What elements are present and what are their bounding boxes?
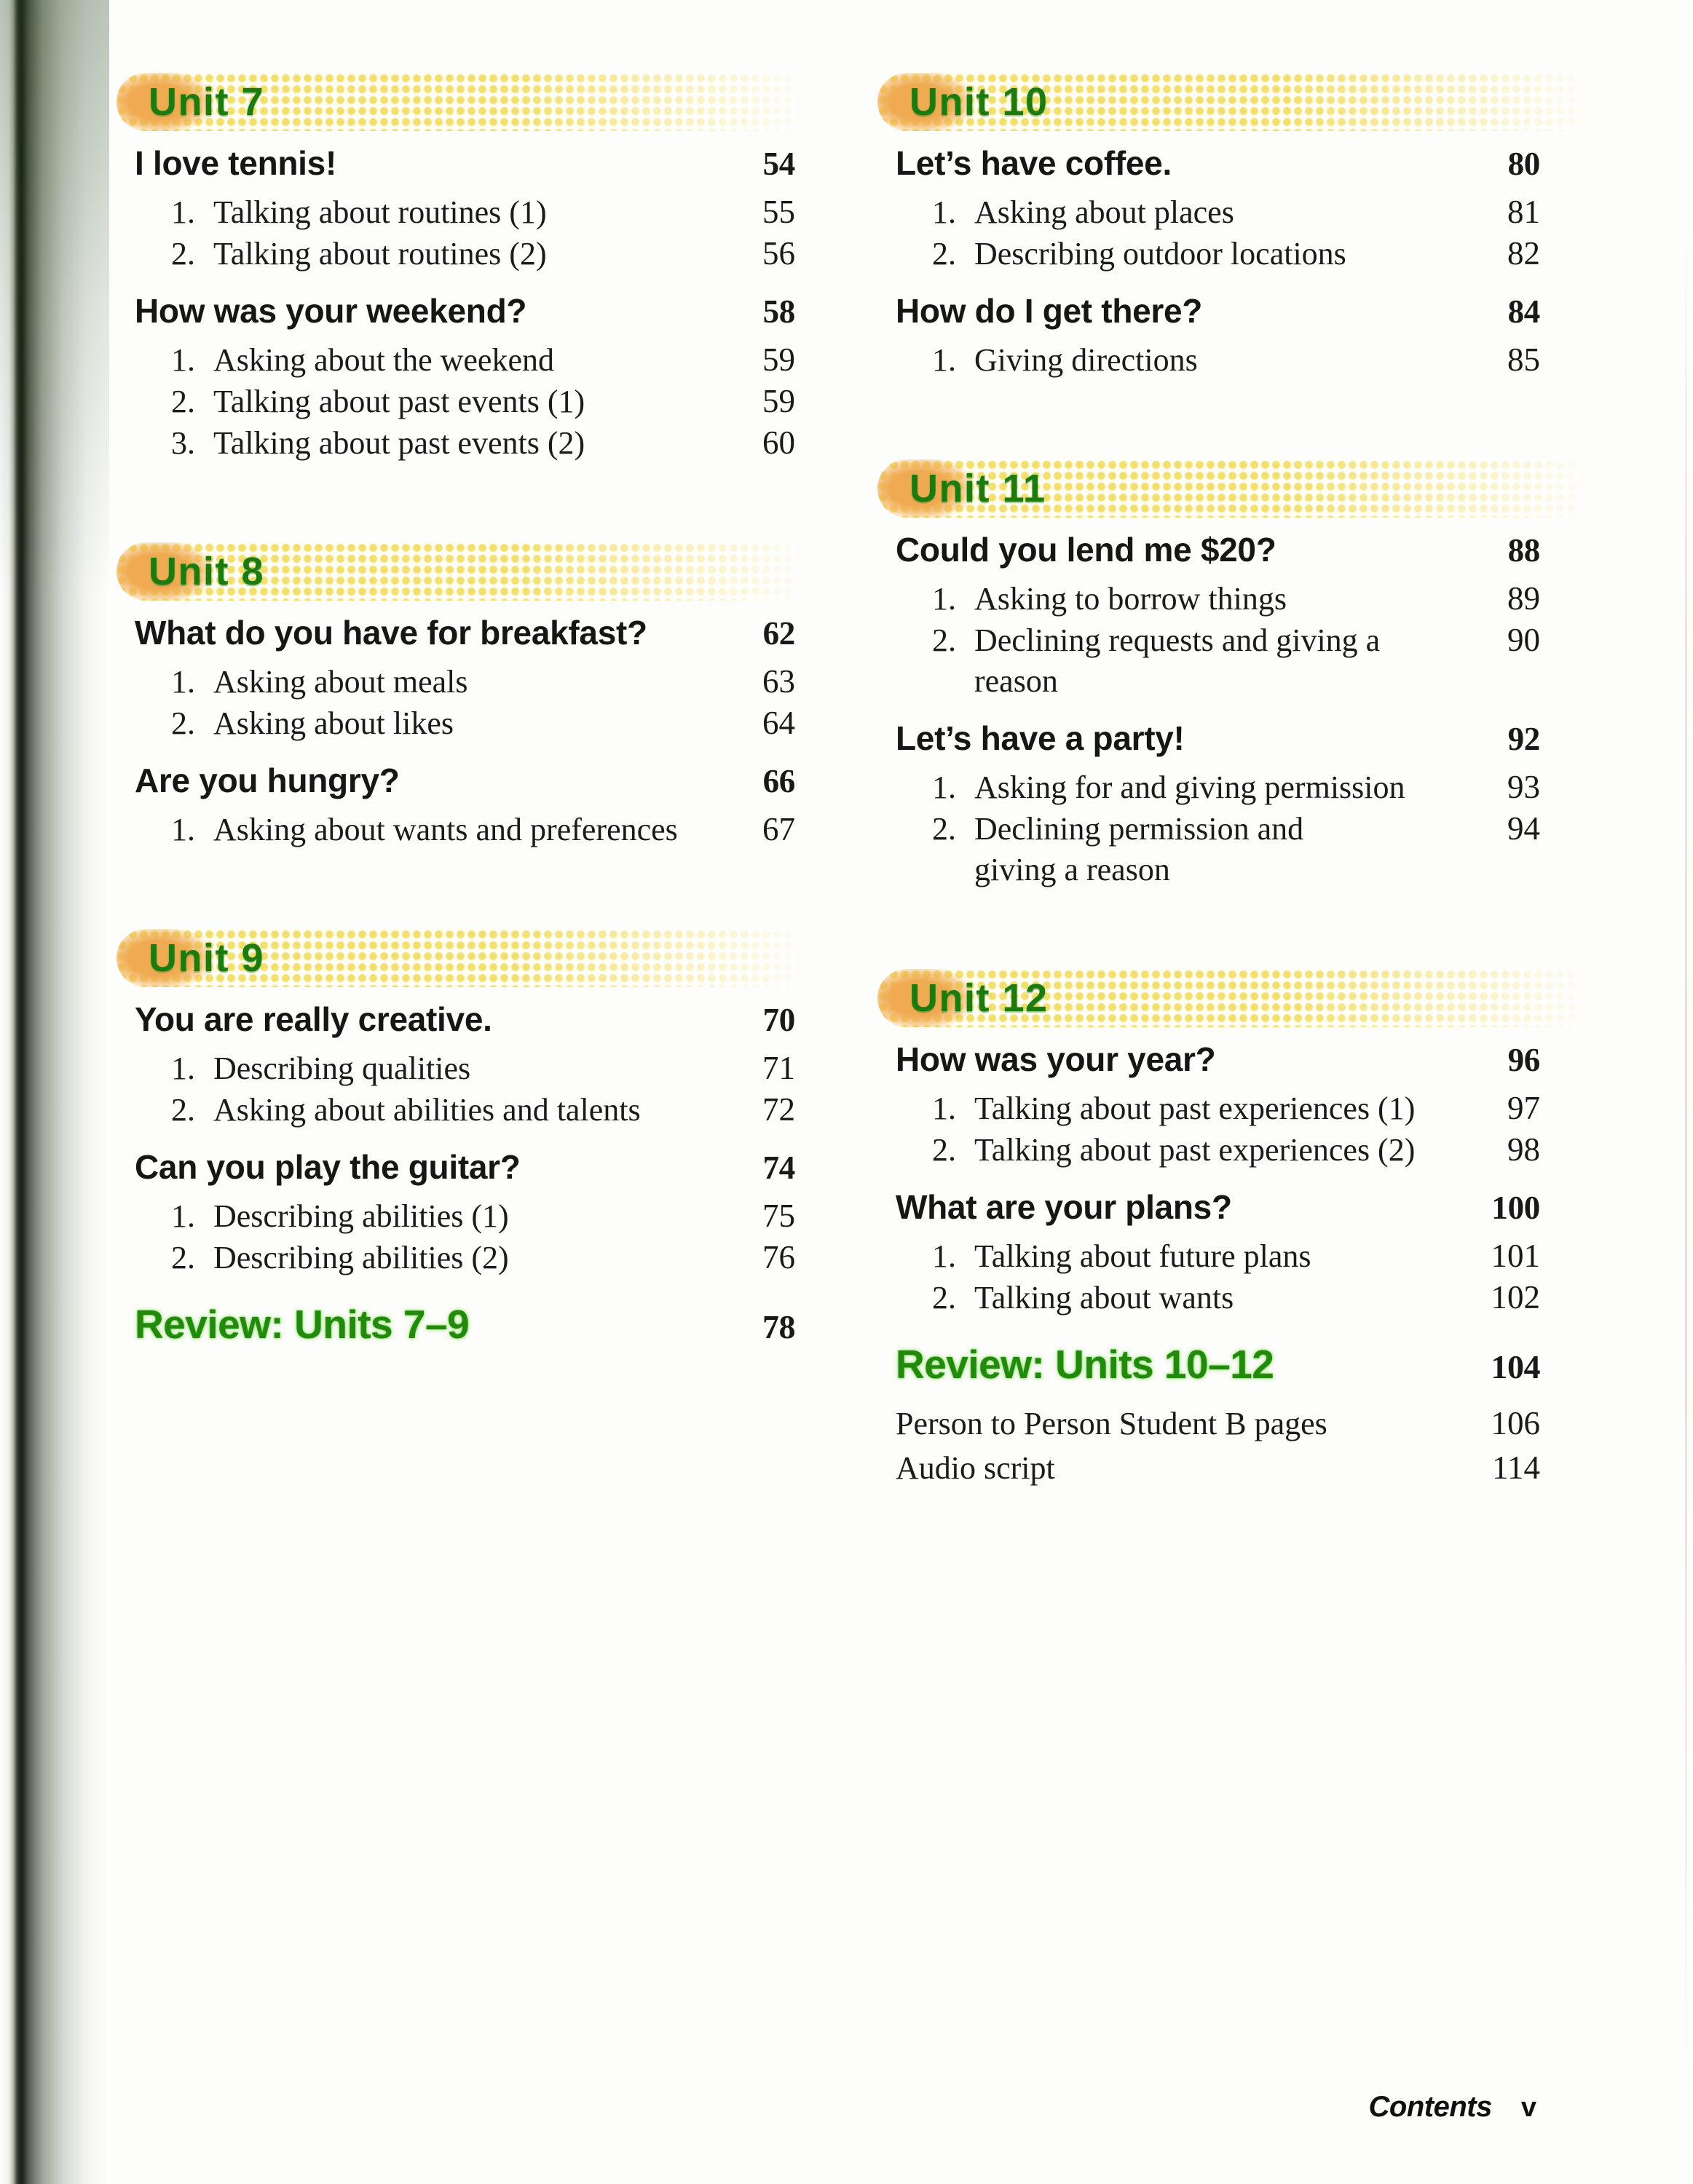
page-number: 102 xyxy=(1491,1279,1540,1315)
toc-lesson-row xyxy=(117,759,808,803)
page-number: 88 xyxy=(1507,532,1540,569)
unit-banner xyxy=(877,969,1591,1027)
entry-title: Review: Units 7–9 xyxy=(135,1302,470,1347)
item-number: 2. xyxy=(171,236,195,272)
toc-column-right xyxy=(877,73,1591,1489)
entry-title: giving a reason xyxy=(974,852,1170,887)
toc-lesson-row xyxy=(117,1145,808,1190)
item-number: 1. xyxy=(932,1238,956,1274)
entry-title: Asking about meals xyxy=(213,664,468,700)
page-number: 55 xyxy=(762,194,795,230)
toc-subitem-row xyxy=(877,767,1591,808)
page-number: 59 xyxy=(762,341,795,378)
entry-title: Person to Person Student B pages xyxy=(896,1406,1327,1441)
item-number: 2. xyxy=(171,1240,195,1275)
page-number: 75 xyxy=(762,1198,795,1234)
footer-section-label: Contents xyxy=(1368,2091,1492,2123)
entry-title: Talking about past events (1) xyxy=(213,384,585,419)
page-number: 97 xyxy=(1507,1090,1540,1126)
page-number: 101 xyxy=(1491,1238,1540,1274)
toc-lesson-row xyxy=(117,997,808,1042)
item-number: 2. xyxy=(171,384,195,419)
toc-subitem-row xyxy=(117,703,808,744)
page-number: 81 xyxy=(1507,194,1540,230)
unit-banner xyxy=(117,542,808,601)
section-unit-8 xyxy=(117,542,808,850)
toc-subitem-row xyxy=(117,339,808,381)
toc-lesson-row xyxy=(877,141,1591,186)
book-binding-edge xyxy=(0,0,109,2184)
unit-banner xyxy=(877,73,1591,131)
entry-title: How was your weekend? xyxy=(135,292,527,330)
toc-subitem-row xyxy=(877,1235,1591,1277)
section-unit-11 xyxy=(877,459,1591,890)
item-number: 1. xyxy=(171,1198,195,1234)
section-unit-10 xyxy=(877,73,1591,381)
toc-plain-row xyxy=(877,1403,1591,1444)
unit-banner xyxy=(877,459,1591,518)
page-number: 100 xyxy=(1491,1190,1540,1226)
item-number: 1. xyxy=(932,769,956,805)
page-number: 80 xyxy=(1507,146,1540,182)
toc-subitem-row xyxy=(117,809,808,850)
entry-title: Let’s have coffee. xyxy=(896,144,1172,182)
page-number: 64 xyxy=(762,705,795,741)
page-number: 98 xyxy=(1507,1131,1540,1168)
page-footer xyxy=(1369,2091,1536,2124)
entry-title: Talking about past experiences (1) xyxy=(974,1091,1416,1126)
item-number: 1. xyxy=(171,664,195,700)
entry-title: Describing abilities (2) xyxy=(213,1240,509,1275)
item-number: 1. xyxy=(171,194,195,230)
toc-subitem-row xyxy=(117,1195,808,1237)
toc-subitem-row xyxy=(117,191,808,233)
entry-title: Review: Units 10–12 xyxy=(896,1342,1274,1387)
section-unit-9 xyxy=(117,929,808,1351)
unit-title: Unit 8 xyxy=(149,550,265,593)
entry-title: Talking about wants xyxy=(974,1280,1234,1315)
item-number: 1. xyxy=(932,1091,956,1126)
page-number: 104 xyxy=(1491,1348,1540,1385)
page-edge-line xyxy=(1685,204,1687,2111)
unit-banner xyxy=(117,929,808,987)
page-number: 94 xyxy=(1507,810,1540,847)
entry-title: Talking about routines (2) xyxy=(213,236,547,272)
footer-page-number: v xyxy=(1520,2092,1536,2123)
page-number: 82 xyxy=(1507,235,1540,272)
page-number: 63 xyxy=(762,663,795,700)
page-number: 84 xyxy=(1507,293,1540,330)
item-number: 1. xyxy=(932,581,956,617)
page-number: 76 xyxy=(762,1239,795,1275)
toc-plain-row xyxy=(877,1447,1591,1489)
toc-subitem-row xyxy=(117,661,808,703)
entry-title: How do I get there? xyxy=(896,292,1203,330)
entry-title: Asking about places xyxy=(974,194,1234,230)
entry-title: Asking about the weekend xyxy=(213,342,554,378)
item-number: 2. xyxy=(932,1132,956,1168)
toc-review-row xyxy=(117,1300,808,1351)
toc-subitem-row xyxy=(877,620,1591,702)
entry-title: Talking about routines (1) xyxy=(213,194,547,230)
toc-column-left xyxy=(117,73,808,1351)
toc-subitem-row xyxy=(877,808,1591,850)
entry-title: Talking about past events (2) xyxy=(213,425,585,461)
toc-subitem-row xyxy=(117,422,808,464)
toc-review-row xyxy=(877,1340,1591,1391)
page-number: 85 xyxy=(1507,341,1540,378)
page-number: 114 xyxy=(1492,1449,1540,1486)
entry-title: What do you have for breakfast? xyxy=(135,614,647,652)
page-number: 71 xyxy=(762,1050,795,1086)
toc-lesson-row xyxy=(117,611,808,655)
item-number: 2. xyxy=(932,236,956,272)
page-number: 72 xyxy=(762,1091,795,1128)
entry-title: Can you play the guitar? xyxy=(135,1148,521,1186)
toc-subitem-row xyxy=(877,191,1591,233)
toc-subitem-row xyxy=(877,1129,1591,1171)
item-number: 2. xyxy=(171,705,195,741)
entry-title: Giving directions xyxy=(974,342,1198,378)
entry-title: Declining permission and xyxy=(974,811,1304,847)
page-number: 106 xyxy=(1491,1405,1540,1441)
toc-subitem-row xyxy=(117,1048,808,1089)
toc-subitem-row xyxy=(877,578,1591,620)
entry-title: Describing qualities xyxy=(213,1051,471,1086)
section-unit-12 xyxy=(877,969,1591,1489)
toc-lesson-row xyxy=(117,289,808,333)
page-number: 54 xyxy=(762,146,795,182)
toc-subitem-row xyxy=(117,1237,808,1278)
entry-title: Asking for and giving permission xyxy=(974,769,1405,805)
page-number: 66 xyxy=(762,763,795,799)
page-number: 90 xyxy=(1507,622,1540,658)
entry-title: How was your year? xyxy=(896,1040,1216,1078)
page-number: 67 xyxy=(762,811,795,847)
unit-title: Unit 9 xyxy=(149,936,265,980)
toc-subitem-row xyxy=(877,339,1591,381)
page-number: 78 xyxy=(762,1308,795,1345)
item-number: 1. xyxy=(932,342,956,378)
section-unit-7 xyxy=(117,73,808,464)
entry-title: What are your plans? xyxy=(896,1188,1232,1226)
item-number: 2. xyxy=(932,811,956,847)
page-number: 93 xyxy=(1507,769,1540,805)
item-number: 3. xyxy=(171,425,195,461)
page-number: 96 xyxy=(1507,1042,1540,1078)
toc-subitem-row xyxy=(117,381,808,422)
toc-subitem-row xyxy=(117,233,808,274)
page-number: 92 xyxy=(1507,721,1540,757)
toc-subitem-row xyxy=(877,1088,1591,1129)
unit-title: Unit 10 xyxy=(909,80,1049,124)
entry-title: Asking about wants and preferences xyxy=(213,812,678,847)
entry-title: Talking about future plans xyxy=(974,1238,1311,1274)
unit-banner xyxy=(117,73,808,131)
entry-title: Asking about likes xyxy=(213,705,454,741)
entry-title: Are you hungry? xyxy=(135,761,400,799)
toc-subitem-row xyxy=(877,233,1591,274)
unit-title: Unit 11 xyxy=(909,467,1046,510)
item-number: 2. xyxy=(932,622,956,658)
item-number: 2. xyxy=(932,1280,956,1315)
entry-title: Declining requests and giving a reason xyxy=(974,622,1381,699)
entry-title: Describing outdoor locations xyxy=(974,236,1346,272)
page-number: 62 xyxy=(762,615,795,652)
toc-lesson-row xyxy=(877,1185,1591,1230)
toc-lesson-row xyxy=(877,1037,1591,1082)
toc-subitem-row xyxy=(877,1277,1591,1318)
toc-lesson-row xyxy=(877,289,1591,333)
page-number: 74 xyxy=(762,1150,795,1186)
entry-title: Describing abilities (1) xyxy=(213,1198,509,1234)
entry-title: You are really creative. xyxy=(135,1000,492,1038)
toc-lesson-row xyxy=(877,528,1591,572)
item-number: 1. xyxy=(171,812,195,847)
entry-title: Let’s have a party! xyxy=(896,719,1185,757)
entry-title: Talking about past experiences (2) xyxy=(974,1132,1416,1168)
item-number: 1. xyxy=(171,342,195,378)
item-number: 1. xyxy=(932,194,956,230)
page-number: 56 xyxy=(762,235,795,272)
page-number: 70 xyxy=(762,1002,795,1038)
unit-title: Unit 12 xyxy=(909,976,1049,1020)
entry-title: Asking about abilities and talents xyxy=(213,1092,641,1128)
item-number: 1. xyxy=(171,1051,195,1086)
toc-subitem-continuation xyxy=(877,850,1591,890)
entry-title: Audio script xyxy=(896,1450,1055,1486)
toc-lesson-row xyxy=(117,141,808,186)
page-number: 59 xyxy=(762,383,795,419)
page-number: 58 xyxy=(762,293,795,330)
page-number: 89 xyxy=(1507,580,1540,617)
item-number: 2. xyxy=(171,1092,195,1128)
toc-lesson-row xyxy=(877,716,1591,761)
toc-subitem-row xyxy=(117,1089,808,1131)
entry-title: Asking to borrow things xyxy=(974,581,1287,617)
page-number: 60 xyxy=(762,424,795,461)
unit-title: Unit 7 xyxy=(149,80,265,124)
entry-title: I love tennis! xyxy=(135,144,336,182)
entry-title: Could you lend me $20? xyxy=(896,531,1276,569)
